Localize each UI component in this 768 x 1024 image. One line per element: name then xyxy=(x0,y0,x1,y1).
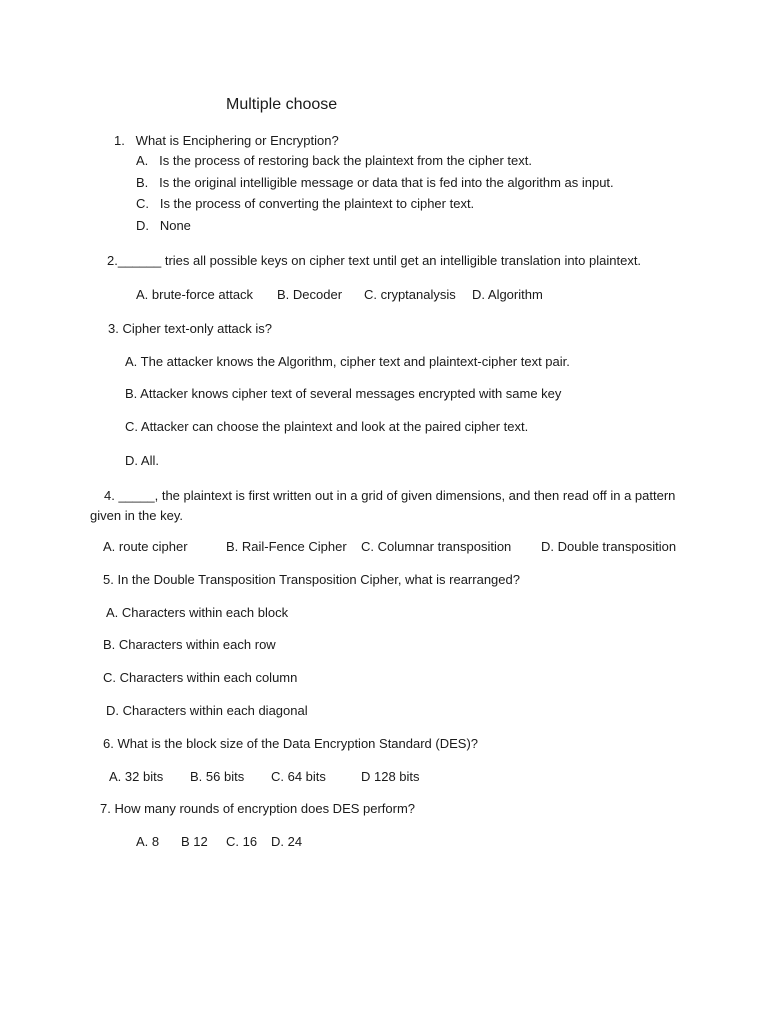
question-7-option-a: A. 8 xyxy=(136,834,160,849)
question-1-option-b: B. Is the original intelligible message or data that is fed into the algorithm as input. xyxy=(136,175,614,190)
question-2: 2.______ tries all possible keys on cipher text until get an intelligible translation into plaintext. xyxy=(107,253,642,268)
question-3-option-d: D. All. xyxy=(125,453,159,468)
question-2-option-b: B. Decoder xyxy=(277,287,343,302)
question-6-option-a: A. 32 bits xyxy=(109,769,164,784)
question-1-option-d: D. None xyxy=(136,218,191,233)
question-5-option-b: B. Characters within each row xyxy=(103,637,276,652)
question-1-option-c: C. Is the process of converting the plaintext to cipher text. xyxy=(136,196,475,211)
question-4-line-1: 4. _____, the plaintext is first written out in a grid of given dimensions, and then read off in a pattern xyxy=(104,488,676,503)
question-3-option-c: C. Attacker can choose the plaintext and look at the paired cipher text. xyxy=(125,419,529,434)
question-2-option-d: D. Algorithm xyxy=(472,287,543,302)
question-7-option-b: B 12 xyxy=(181,834,208,849)
question-7: 7. How many rounds of encryption does DES perform? xyxy=(100,801,416,816)
question-4 xyxy=(90,486,690,526)
question-4-line-2: given in the key. xyxy=(90,508,183,523)
question-4-option-b: B. Rail-Fence Cipher xyxy=(226,539,347,554)
page-title: Multiple choose xyxy=(226,96,338,113)
question-7-option-d: D. 24 xyxy=(271,834,303,849)
question-2-option-c: C. cryptanalysis xyxy=(364,287,456,302)
question-3-option-a: A. The attacker knows the Algorithm, cipher text and plaintext-cipher text pair. xyxy=(125,354,570,369)
question-6-option-b: B. 56 bits xyxy=(190,769,245,784)
question-5-option-a: A. Characters within each block xyxy=(106,605,289,620)
question-7-option-c: C. 16 xyxy=(226,834,258,849)
question-5: 5. In the Double Transposition Transposition Cipher, what is rearranged? xyxy=(103,572,520,587)
question-4-option-a: A. route cipher xyxy=(103,539,188,554)
question-4-option-d: D. Double transposition xyxy=(541,539,677,554)
question-6-option-c: C. 64 bits xyxy=(271,769,326,784)
question-3-option-b: B. Attacker knows cipher text of several messages encrypted with same key xyxy=(125,386,562,401)
question-5-option-d: D. Characters within each diagonal xyxy=(106,703,308,718)
question-6-option-d: D 128 bits xyxy=(361,769,420,784)
question-1: 1. What is Enciphering or Encryption? xyxy=(114,133,339,148)
question-3: 3. Cipher text-only attack is? xyxy=(108,321,273,336)
question-2-option-a: A. brute-force attack xyxy=(136,287,254,302)
question-4-option-c: C. Columnar transposition xyxy=(361,539,512,554)
question-6: 6. What is the block size of the Data Encryption Standard (DES)? xyxy=(103,736,479,751)
question-5-option-c: C. Characters within each column xyxy=(103,670,298,685)
question-1-option-a: A. Is the process of restoring back the plaintext from the cipher text. xyxy=(136,153,532,168)
